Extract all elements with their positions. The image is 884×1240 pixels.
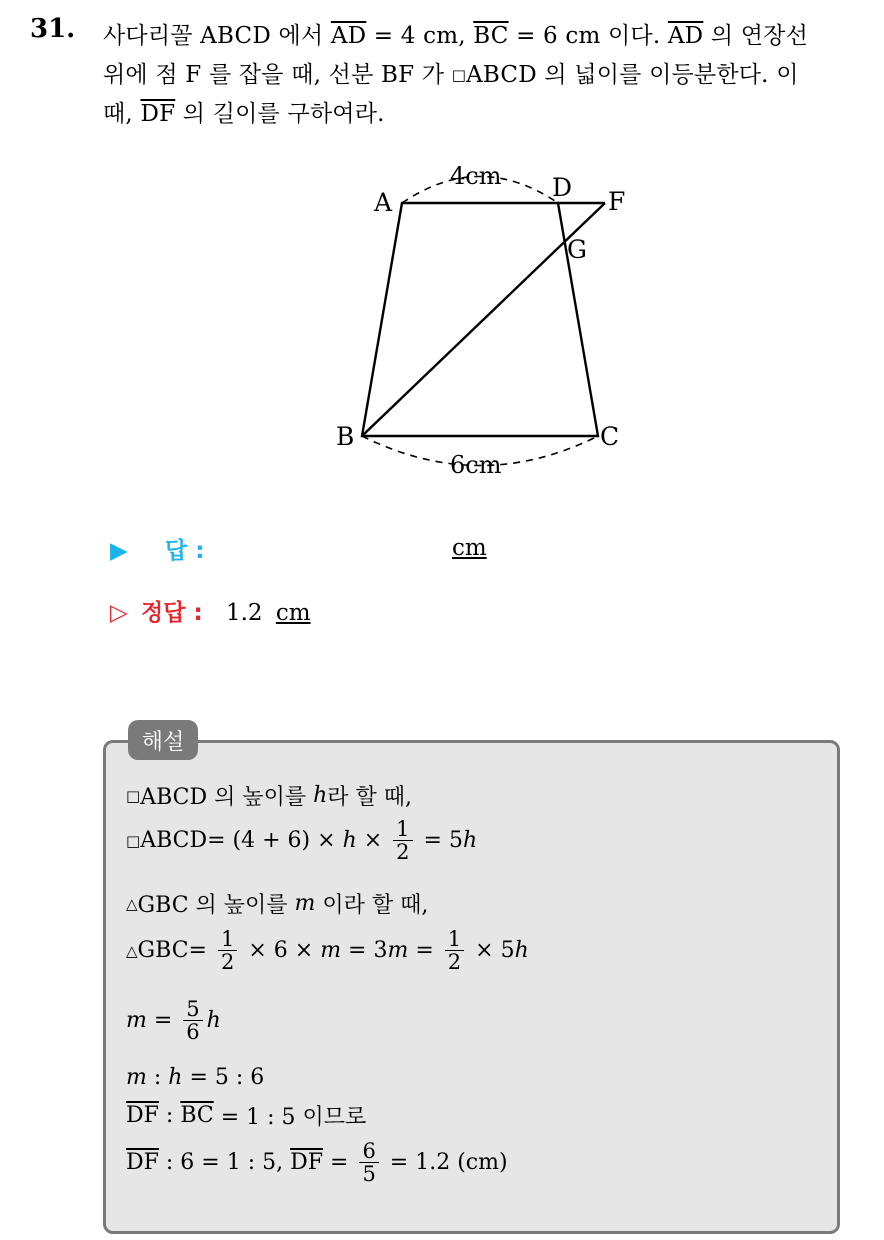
correct-answer-row	[110, 594, 311, 627]
solution-text: =	[146, 1008, 180, 1034]
outline-play-icon: ▷	[110, 600, 128, 626]
solution-text: 이라 할 때,	[315, 893, 429, 918]
var-h: h	[313, 783, 328, 808]
solution-text: =	[408, 938, 441, 964]
segment-bc: $\overline{BC}$	[180, 1103, 214, 1128]
question-text: 의 길이를 구하여라.	[175, 101, 385, 127]
var-h: h	[206, 1008, 221, 1034]
correct-label: 정답 :	[141, 600, 203, 626]
fraction-denominator: 6	[186, 1020, 200, 1045]
solution-text: ABCD 의 높이를	[140, 785, 314, 810]
triangle-symbol: △	[126, 894, 138, 913]
solution-line-5	[126, 998, 221, 1043]
point-label-g: G	[567, 235, 587, 264]
solution-text: × 6 ×	[241, 938, 321, 964]
square-symbol: □	[451, 66, 467, 84]
solution-text: = 5	[416, 828, 463, 854]
segment-ad: $\overline{AD}$	[667, 23, 704, 49]
solution-text: =	[323, 1150, 356, 1176]
question-line-1	[103, 17, 808, 50]
solution-line-7	[126, 1100, 366, 1131]
question-text: ABCD 의 넓이를 이등분한다. 이	[466, 62, 799, 88]
solution-text: : 6 = 1 : 5,	[158, 1150, 291, 1176]
play-icon: ▶	[110, 538, 128, 564]
solution-line-3	[126, 888, 428, 919]
correct-value: 1.2	[225, 600, 263, 626]
segment-ad: $\overline{AD}$	[330, 23, 367, 49]
question-line-2	[103, 56, 799, 89]
var-m: m	[294, 891, 316, 916]
fraction-denominator: 5	[362, 1162, 376, 1187]
question-text: = 6 cm 이다.	[508, 23, 668, 49]
solution-line-6	[126, 1065, 264, 1090]
question-text: 위에 점 F 를 잡을 때, 선분 BF 가	[103, 62, 452, 88]
point-label-f: F	[608, 187, 626, 216]
solution-text: GBC=	[137, 938, 214, 964]
var-m: m	[126, 1065, 147, 1090]
correct-unit: cm	[275, 600, 311, 626]
var-h: h	[168, 1065, 183, 1090]
solution-text: :	[158, 1103, 181, 1128]
vertex-label-d: D	[552, 173, 573, 202]
solution-text: ×	[356, 828, 390, 854]
question-text: 사다리꼴 ABCD 에서	[103, 23, 331, 49]
solution-line-2	[126, 818, 477, 863]
segment-df: $\overline{DF}$	[290, 1150, 324, 1176]
fraction-numerator: 5	[183, 998, 202, 1021]
var-m: m	[320, 938, 342, 964]
segment-df: $\overline{DF}$	[126, 1103, 159, 1128]
question-number: 31.	[30, 14, 76, 44]
var-m: m	[126, 1008, 147, 1034]
fraction	[183, 998, 202, 1043]
fraction-numerator: 1	[393, 818, 412, 841]
fraction-denominator: 2	[447, 950, 462, 975]
fraction-numerator: 1	[445, 928, 464, 951]
segment-df: $\overline{DF}$	[126, 1150, 159, 1176]
fraction-numerator: 6	[359, 1140, 378, 1163]
segment-df: $\overline{DF}$	[140, 101, 176, 127]
solution-line-8	[126, 1140, 508, 1185]
fraction-denominator: 2	[220, 950, 235, 975]
square-symbol: □	[126, 786, 141, 805]
solution-text: ABCD= (4 + 6) ×	[140, 828, 343, 854]
var-h: h	[462, 828, 478, 854]
var-h: h	[514, 938, 529, 964]
solution-line-1	[126, 780, 412, 811]
vertex-label-a: A	[374, 188, 393, 217]
solution-tab: 해설	[128, 720, 198, 760]
fraction	[218, 928, 237, 973]
var-h: h	[342, 828, 357, 854]
question-text: 때,	[103, 101, 141, 127]
question-line-3	[103, 95, 385, 128]
trapezoid-figure	[320, 150, 650, 490]
segment-bc: $\overline{BC}$	[473, 23, 509, 49]
fraction-numerator: 1	[218, 928, 237, 951]
top-length-label: 4cm	[450, 162, 502, 190]
vertex-label-c: C	[600, 422, 620, 451]
fraction-denominator: 2	[396, 840, 410, 865]
answer-label: 답 :	[165, 538, 205, 564]
answer-unit[interactable]: cm	[452, 535, 487, 561]
solution-text: 라 할 때,	[327, 785, 413, 810]
answer-row	[110, 532, 204, 565]
question-text: = 4 cm,	[366, 23, 474, 49]
solution-line-4	[126, 928, 529, 973]
bottom-length-label: 6cm	[450, 451, 502, 479]
solution-text: :	[146, 1065, 169, 1090]
fraction	[359, 1140, 378, 1185]
square-symbol: □	[126, 831, 141, 850]
var-m: m	[387, 938, 409, 964]
solution-text: = 5 : 6	[182, 1065, 265, 1090]
solution-text: = 1 : 5 이므로	[213, 1105, 367, 1130]
fraction	[393, 818, 412, 863]
question-text: 의 연장선	[703, 23, 809, 49]
fraction	[445, 928, 464, 973]
vertex-label-b: B	[336, 422, 355, 451]
solution-text: GBC 의 높이를	[137, 893, 295, 918]
solution-text: = 1.2 (cm)	[382, 1150, 508, 1176]
solution-text: = 3	[341, 938, 388, 964]
triangle-symbol: △	[126, 941, 138, 960]
solution-text: × 5	[468, 938, 515, 964]
